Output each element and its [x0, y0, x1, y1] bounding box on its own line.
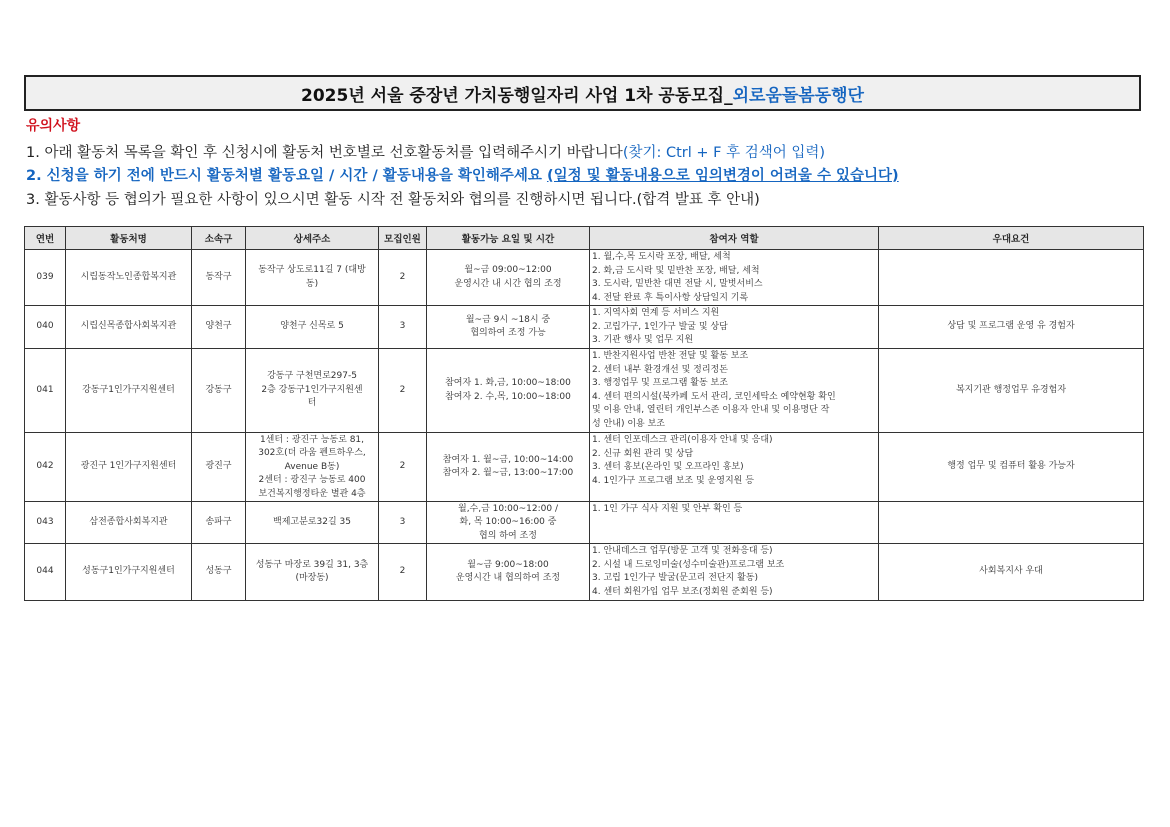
cell-roles-line: 3. 센터 홍보(온라인 및 오프라인 홍보): [592, 462, 744, 472]
cell-schedule-line: 참여자 2. 수,목, 10:00~18:00: [445, 391, 571, 402]
cell-address: [246, 502, 379, 544]
cell-address: [246, 433, 379, 502]
cell-preference: 사회복지사 우대: [879, 544, 1144, 601]
cell-roles-line: 3. 기관 행사 및 업무 지원: [592, 335, 694, 345]
cell-site-name: 시립동작노인종합복지관: [66, 250, 192, 306]
cell-roles: [590, 349, 879, 433]
cell-roles-line: 1. 센터 인포데스크 관리(이용자 안내 및 응대): [592, 435, 773, 445]
cell-address-line: 백제고분로32길 35: [273, 516, 351, 527]
cell-site-name: 성동구1인가구지원센터: [66, 544, 192, 601]
cell-address-line: 보건복지행정타운 별관 4층: [258, 488, 366, 499]
cell-no: 041: [25, 349, 66, 433]
cell-roles-line: 1. 1인 가구 식사 지원 및 안부 확인 등: [592, 504, 743, 514]
cell-roles-line: 1. 반찬지원사업 반찬 전달 및 활동 보조: [592, 351, 749, 361]
table-header-row: [25, 227, 1144, 250]
cell-roles-line: 및 이용 안내, 열린터 개인부스존 이용자 안내 및 이용명단 작: [592, 405, 830, 415]
cell-address-line: 302호(더 라움 펜트하우스,: [258, 448, 366, 458]
search-hint: (찾기: Ctrl + F 후 검색어 입력): [622, 145, 826, 161]
cell-roles: [590, 502, 879, 544]
cell-address: [246, 306, 379, 349]
cell-schedule-line: 월~금 9시 ~18시 중: [465, 314, 551, 325]
cell-schedule: [427, 349, 590, 433]
activity-site-table: [24, 226, 1144, 601]
cell-address-line: 1센터 : 광진구 능동로 81,: [259, 434, 365, 445]
notice-heading: 유의사항: [26, 118, 81, 134]
cell-roles-line: 2. 고립가구, 1인가구 발굴 및 상담: [592, 321, 728, 332]
cell-schedule: [427, 306, 590, 349]
cell-address: [246, 349, 379, 433]
cell-schedule: [427, 433, 590, 502]
cell-schedule-line: 협의 하여 조정: [479, 530, 537, 541]
cell-roles-line: 3. 도시락, 밑반찬 대면 전달 시, 말벗서비스: [592, 279, 763, 289]
cell-no: 043: [25, 502, 66, 544]
cell-count: 3: [379, 502, 427, 544]
cell-address-line: Avenue B동): [284, 461, 340, 472]
cell-preference: 복지기관 행정업무 유경험자: [879, 349, 1144, 433]
cell-roles-line: 성 안내) 이용 보조: [592, 418, 665, 429]
cell-roles-line: 4. 1인가구 프로그램 보조 및 운영지원 등: [592, 475, 754, 486]
cell-address-line: 동작구 상도로11길 7 (대방: [258, 265, 366, 275]
cell-no: 040: [25, 306, 66, 349]
cell-roles: [590, 306, 879, 349]
cell-roles-line: 2. 화,금 도시락 및 밑반찬 포장, 배달, 세척: [592, 265, 760, 276]
cell-preference: [879, 502, 1144, 544]
cell-roles: [590, 433, 879, 502]
cell-district: 동작구: [192, 250, 246, 306]
title-main: 2025년 서울 중장년 가치동행일자리 사업 1차 공동모집_: [301, 85, 733, 106]
cell-district: 송파구: [192, 502, 246, 544]
cell-address-line: 강동구 구천면로297-5: [267, 371, 357, 382]
cell-schedule: [427, 502, 590, 544]
cell-address-line: 양천구 신목로 5: [280, 321, 344, 332]
cell-roles-line: 2. 시설 내 드로잉미술(성수미술관)프로그램 보조: [592, 559, 785, 570]
cell-preference: [879, 250, 1144, 306]
cell-schedule-line: 협의하여 조정 가능: [470, 328, 546, 338]
cell-roles-line: 3. 행정업무 및 프로그램 활동 보조: [592, 378, 728, 388]
cell-site-name: 강동구1인가구지원센터: [66, 349, 192, 433]
cell-district: 광진구: [192, 433, 246, 502]
cell-roles-line: 1. 월,수,목 도시락 포장, 배달, 세척: [592, 252, 731, 262]
header-district: 소속구: [192, 227, 246, 250]
cell-count: 3: [379, 306, 427, 349]
cell-schedule-line: 참여자 1. 화,금, 10:00~18:00: [445, 378, 571, 388]
cell-roles-line: 2. 신규 회원 관리 및 상담: [592, 448, 694, 459]
table-row: [25, 544, 1144, 601]
cell-count: 2: [379, 349, 427, 433]
cell-schedule-line: 참여자 2. 월~금, 13:00~17:00: [442, 468, 574, 478]
cell-schedule: [427, 544, 590, 601]
cell-site-name: 시립신목종합사회복지관: [66, 306, 192, 349]
table-row: [25, 250, 1144, 306]
title-accent: 외로움돌봄동행단: [732, 85, 864, 106]
cell-roles: [590, 250, 879, 306]
cell-roles-line: 4. 전달 완료 후 특이사항 상담일지 기록: [592, 292, 749, 303]
cell-district: 성동구: [192, 544, 246, 601]
cell-no: 042: [25, 433, 66, 502]
header-address: 상세주소: [246, 227, 379, 250]
cell-address: [246, 544, 379, 601]
cell-address-line: (마장동): [295, 573, 329, 583]
cell-schedule-line: 월~금 9:00~18:00: [467, 559, 549, 570]
cell-schedule-line: 운영시간 내 시간 협의 조정: [454, 278, 562, 289]
cell-roles-line: 3. 고립 1인가구 발굴(문고리 전단지 활동): [592, 573, 759, 583]
cell-schedule-line: 월~금 09:00~12:00: [464, 265, 552, 275]
cell-roles-line: 1. 안내데스크 업무(방문 고객 및 전화응대 등): [592, 546, 773, 556]
cell-schedule-line: 운영시간 내 협의하여 조정: [455, 573, 561, 583]
notice-item-1: 1. 아래 활동처 목록을 확인 후 신청시에 활동처 번호별로 선호활동처를 입력해주시기 바랍니다(찾기: Ctrl + F 후 검색어 입력): [26, 145, 826, 161]
notice-warning-underlined: (일정 및 활동내용으로 임의변경이 어려울 수 있습니다): [546, 168, 899, 184]
cell-address-line: 동): [305, 278, 319, 289]
cell-roles-line: 4. 센터 편의시설(북카페 도서 관리, 코인세탁소 예약현황 확인: [592, 391, 836, 402]
header-no: 연번: [25, 227, 66, 250]
cell-site-name: 삼전종합사회복지관: [66, 502, 192, 544]
cell-count: 2: [379, 544, 427, 601]
header-roles: 참여자 역할: [590, 227, 879, 250]
notice-item-2: 2. 신청을 하기 전에 반드시 활동처별 활동요일 / 시간 / 활동내용을 확인해주세요 (일정 및 활동내용으로 임의변경이 어려울 수 있습니다): [26, 168, 899, 184]
cell-no: 044: [25, 544, 66, 601]
cell-count: 2: [379, 433, 427, 502]
cell-site-name: 광진구 1인가구지원센터: [66, 433, 192, 502]
table-row: [25, 433, 1144, 502]
cell-address-line: 터: [307, 398, 317, 409]
cell-schedule-line: 화, 목 10:00~16:00 중: [459, 517, 557, 527]
cell-no: 039: [25, 250, 66, 306]
cell-schedule-line: 월,수,금 10:00~12:00 /: [458, 503, 558, 514]
table-row: [25, 306, 1144, 349]
cell-roles-line: 1. 지역사회 연계 등 서비스 지원: [592, 308, 720, 318]
cell-schedule: [427, 250, 590, 306]
header-schedule: 활동가능 요일 및 시간: [427, 227, 590, 250]
header-preference: 우대요건: [879, 227, 1144, 250]
cell-district: 강동구: [192, 349, 246, 433]
cell-district: 양천구: [192, 306, 246, 349]
table-row: [25, 349, 1144, 433]
cell-preference: 상담 및 프로그램 운영 유 경험자: [879, 306, 1144, 349]
header-count: 모집인원: [379, 227, 427, 250]
cell-roles: [590, 544, 879, 601]
notice-item-3: 3. 활동사항 등 협의가 필요한 사항이 있으시면 활동 시작 전 활동처와 협의를 진행하시면 됩니다.(합격 발표 후 안내): [26, 192, 760, 208]
cell-count: 2: [379, 250, 427, 306]
cell-address-line: 2센터 : 광진구 능동로 400: [258, 475, 366, 485]
cell-roles-line: 2. 센터 내부 환경개선 및 정리정돈: [592, 364, 728, 375]
cell-roles-line: 4. 센터 회원가입 업무 보조(정회원 준회원 등): [592, 586, 773, 597]
cell-address: [246, 250, 379, 306]
cell-schedule-line: 참여자 1. 월~금, 10:00~14:00: [442, 454, 574, 465]
table-row: [25, 502, 1144, 544]
page-title: [24, 75, 1141, 111]
header-name: 활동처명: [66, 227, 192, 250]
cell-preference: 행정 업무 및 컴퓨터 활용 가능자: [879, 433, 1144, 502]
cell-address-line: 2층 강동구1인가구지원센: [261, 384, 363, 395]
cell-address-line: 성동구 마장로 39길 31, 3층: [255, 559, 369, 570]
